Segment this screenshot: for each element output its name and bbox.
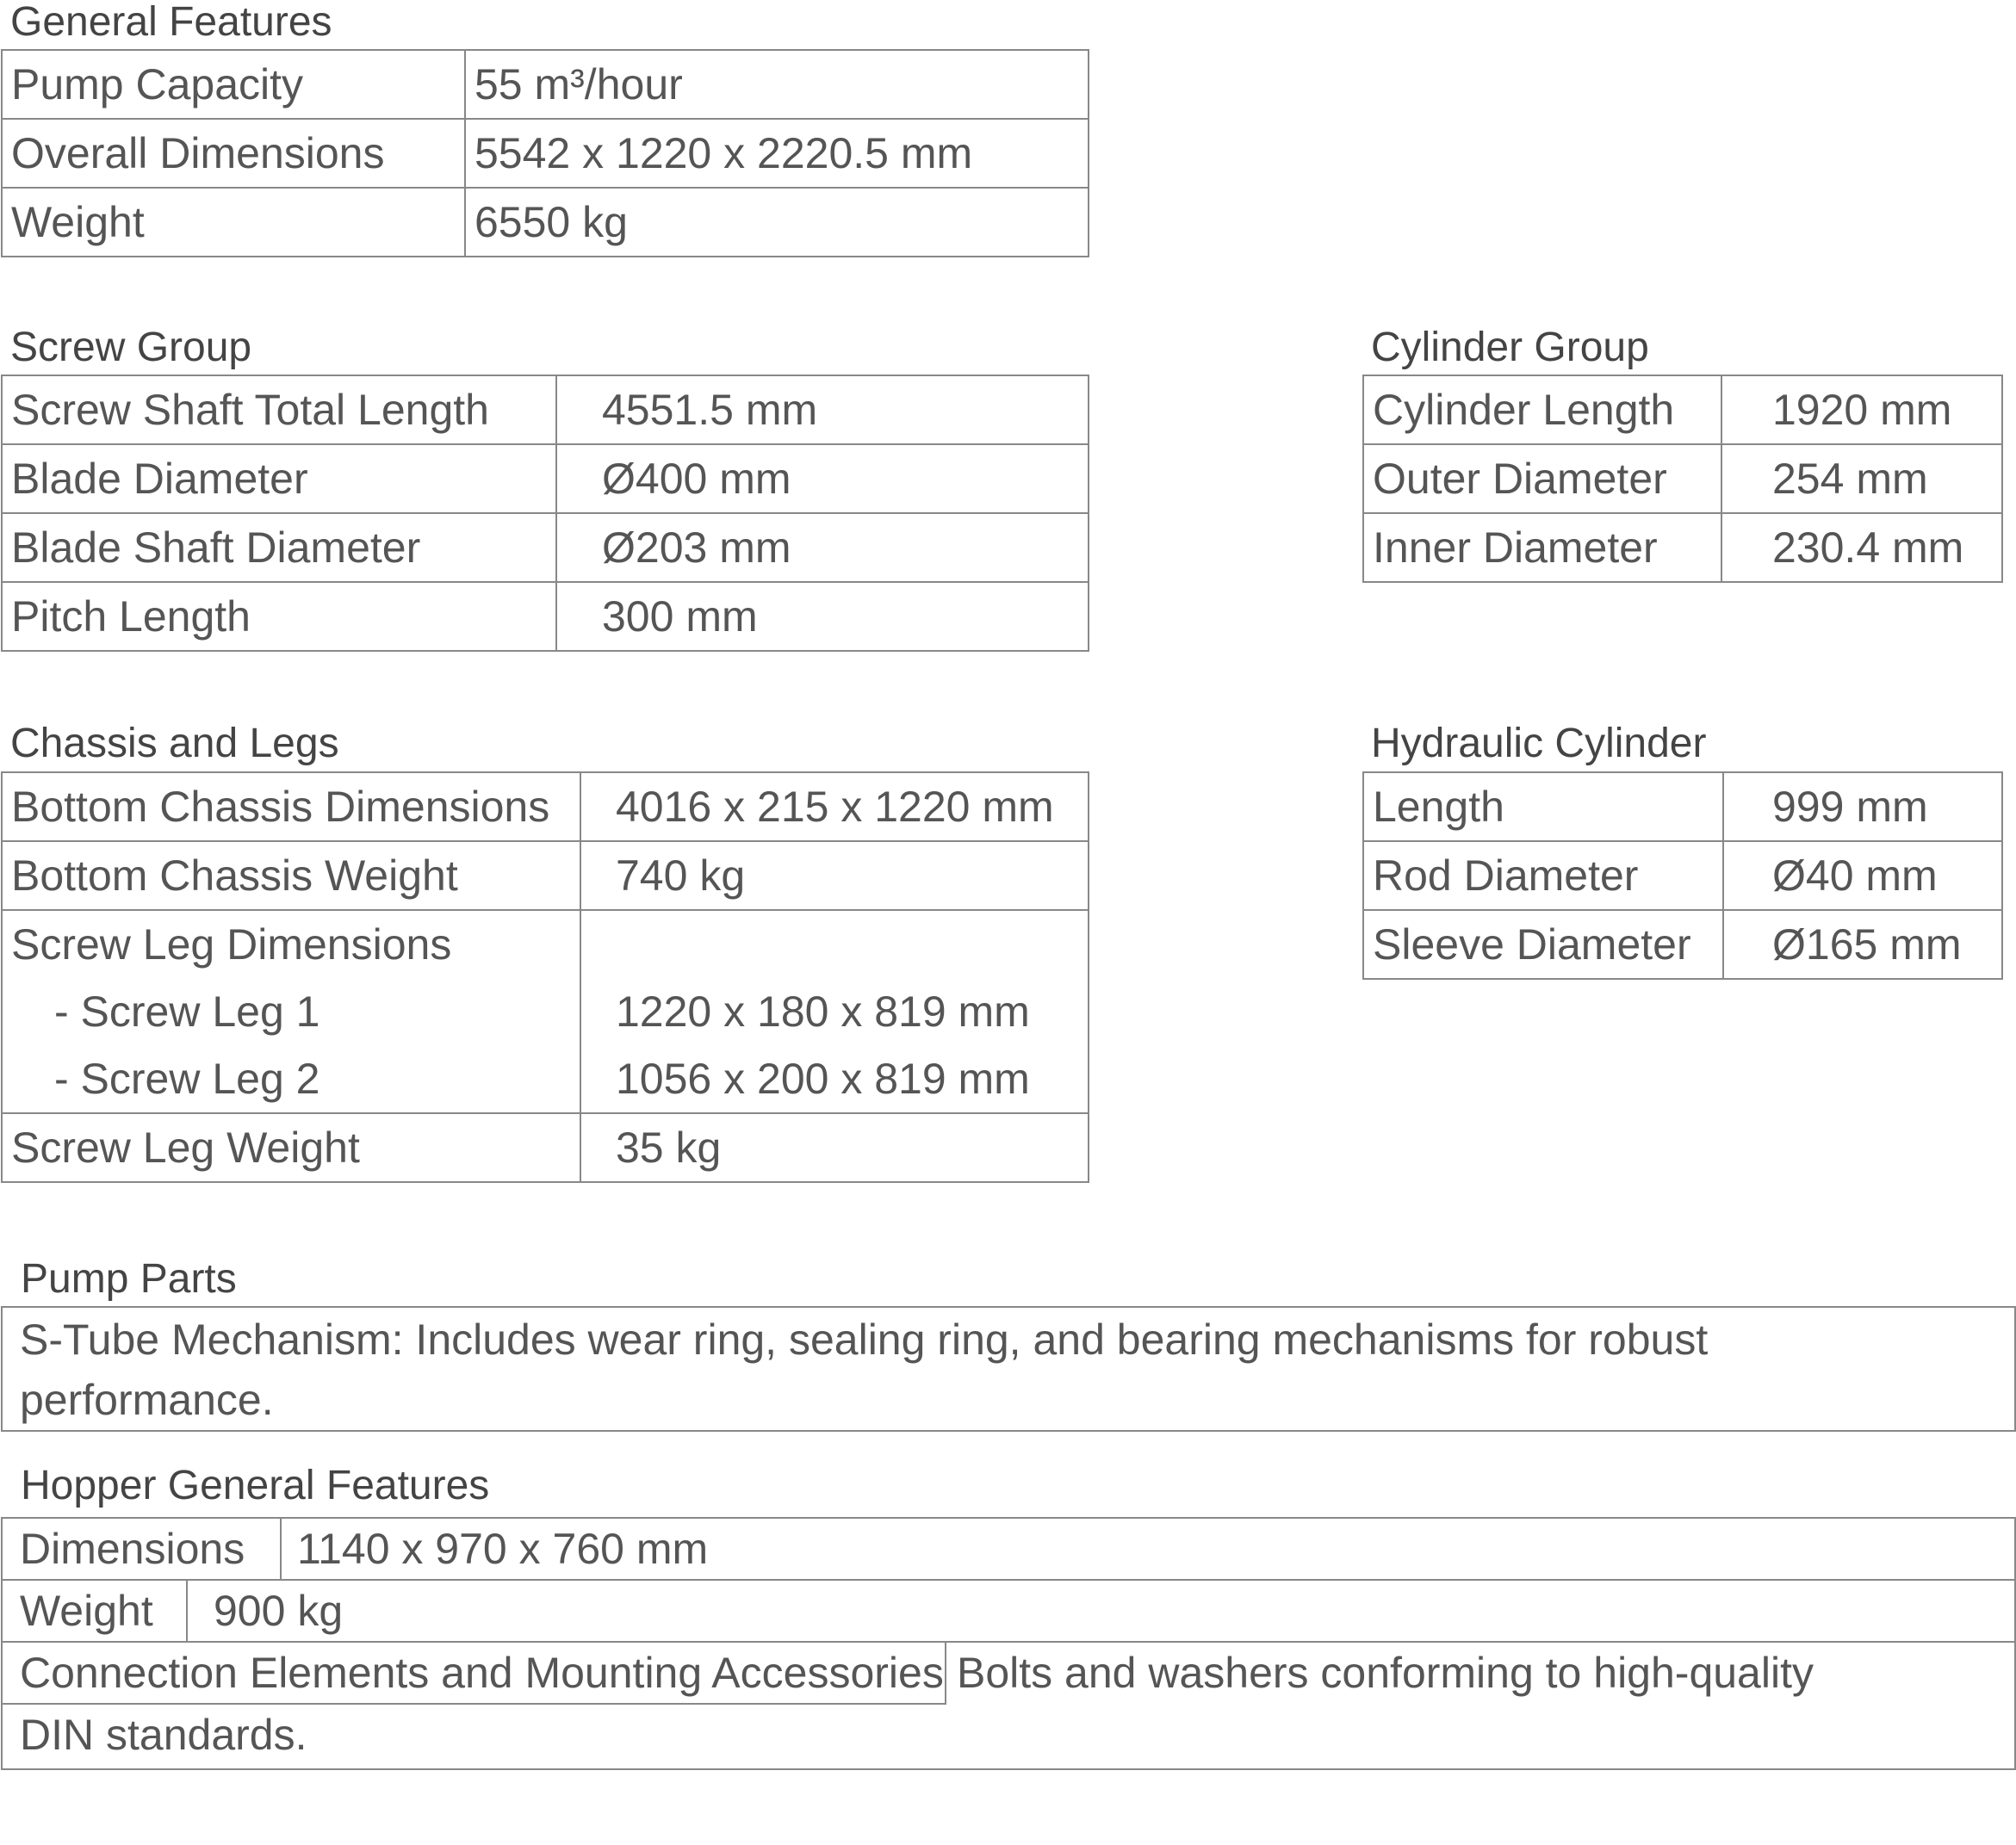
hopper-connection-label: Connection Elements and Mounting Accessories xyxy=(3,1643,946,1705)
table-row xyxy=(2,582,1089,651)
spec-label: Sleeve Diameter xyxy=(1363,910,1723,979)
table-row xyxy=(2,772,1089,841)
spec-label: - Screw Leg 2 xyxy=(2,1045,580,1113)
pump-parts-text-line1: S-Tube Mechanism: Includes wear ring, sealing ring, and bearing mechanisms for robust xyxy=(20,1316,1709,1364)
spec-label: Cylinder Length xyxy=(1363,375,1721,444)
table-row xyxy=(2,119,1089,188)
hopper-connection-value-line2: DIN standards. xyxy=(20,1711,307,1759)
hopper-dimensions-value: 1140 x 970 x 760 mm xyxy=(297,1525,709,1573)
general-features-table xyxy=(1,49,1089,257)
table-row xyxy=(1363,375,2002,444)
spec-label: Blade Diameter xyxy=(2,444,556,513)
hopper-weight-value: 900 kg xyxy=(214,1587,344,1635)
spec-value: 5542 x 1220 x 2220.5 mm xyxy=(465,119,1089,188)
spec-label: Outer Diameter xyxy=(1363,444,1721,513)
spec-value: Ø203 mm xyxy=(556,513,1089,582)
spec-value: 1056 x 200 x 819 mm xyxy=(580,1045,1089,1113)
spec-value: 999 mm xyxy=(1723,772,2002,841)
spec-label: Blade Shaft Diameter xyxy=(2,513,556,582)
hopper-weight-label: Weight xyxy=(3,1581,188,1641)
table-row xyxy=(1363,513,2002,582)
spec-value xyxy=(580,910,1089,978)
table-row xyxy=(2,444,1089,513)
cylinder-group-title: Cylinder Group xyxy=(1371,325,1649,370)
spec-label: - Screw Leg 1 xyxy=(2,978,580,1045)
spec-label: Bottom Chassis Weight xyxy=(2,841,580,910)
screw-group-table xyxy=(1,375,1089,652)
spec-label: Pitch Length xyxy=(2,582,556,651)
spec-value: 1920 mm xyxy=(1721,375,2002,444)
table-row xyxy=(3,1519,2014,1581)
table-row xyxy=(2,978,1089,1045)
pump-parts-text-line2: performance. xyxy=(20,1376,274,1424)
spec-label: Screw Leg Weight xyxy=(2,1113,580,1182)
spec-label: Pump Capacity xyxy=(2,50,465,119)
general-features-title: General Features xyxy=(10,0,332,45)
spec-value: 55 m³/hour xyxy=(465,50,1089,119)
table-row xyxy=(2,188,1089,257)
table-row xyxy=(2,910,1089,978)
table-row xyxy=(3,1643,2014,1705)
spec-value: 1220 x 180 x 819 mm xyxy=(580,978,1089,1045)
table-row xyxy=(2,841,1089,910)
table-row xyxy=(2,375,1089,444)
table-row xyxy=(1363,772,2002,841)
spec-value: 230.4 mm xyxy=(1721,513,2002,582)
table-row xyxy=(1363,841,2002,910)
table-row xyxy=(3,1705,2014,1768)
hopper-dimensions-label: Dimensions xyxy=(3,1519,282,1579)
spec-label: Rod Diameter xyxy=(1363,841,1723,910)
chassis-legs-table xyxy=(1,771,1089,1183)
spec-value: Ø165 mm xyxy=(1723,910,2002,979)
chassis-legs-title: Chassis and Legs xyxy=(10,721,339,766)
spec-label: Screw Leg Dimensions xyxy=(2,910,580,978)
spec-label: Length xyxy=(1363,772,1723,841)
screw-group-title: Screw Group xyxy=(10,325,252,370)
spec-label: Overall Dimensions xyxy=(2,119,465,188)
spec-value: 740 kg xyxy=(580,841,1089,910)
hopper-features-title: Hopper General Features xyxy=(21,1463,490,1508)
table-row xyxy=(2,513,1089,582)
spec-value: 35 kg xyxy=(580,1113,1089,1182)
hopper-features-table xyxy=(1,1517,2016,1770)
spec-label: Weight xyxy=(2,188,465,257)
spec-label: Inner Diameter xyxy=(1363,513,1721,582)
cylinder-group-table xyxy=(1362,375,2003,583)
spec-label: Bottom Chassis Dimensions xyxy=(2,772,580,841)
table-row xyxy=(2,50,1089,119)
pump-parts-title: Pump Parts xyxy=(21,1256,237,1302)
table-row xyxy=(1363,444,2002,513)
spec-value: 254 mm xyxy=(1721,444,2002,513)
table-row xyxy=(3,1581,2014,1643)
spec-value: 6550 kg xyxy=(465,188,1089,257)
spec-value: 4551.5 mm xyxy=(556,375,1089,444)
spec-value: Ø40 mm xyxy=(1723,841,2002,910)
spec-label: Screw Shaft Total Length xyxy=(2,375,556,444)
table-row xyxy=(2,1045,1089,1113)
pump-parts-box xyxy=(1,1306,2016,1432)
spec-value: 300 mm xyxy=(556,582,1089,651)
hopper-connection-value-line1: Bolts and washers conforming to high-quality xyxy=(957,1649,1814,1697)
spec-value: Ø400 mm xyxy=(556,444,1089,513)
spec-value: 4016 x 215 x 1220 mm xyxy=(580,772,1089,841)
table-row xyxy=(2,1113,1089,1182)
hydraulic-cylinder-title: Hydraulic Cylinder xyxy=(1371,721,1707,766)
hydraulic-cylinder-table xyxy=(1362,771,2003,980)
table-row xyxy=(1363,910,2002,979)
